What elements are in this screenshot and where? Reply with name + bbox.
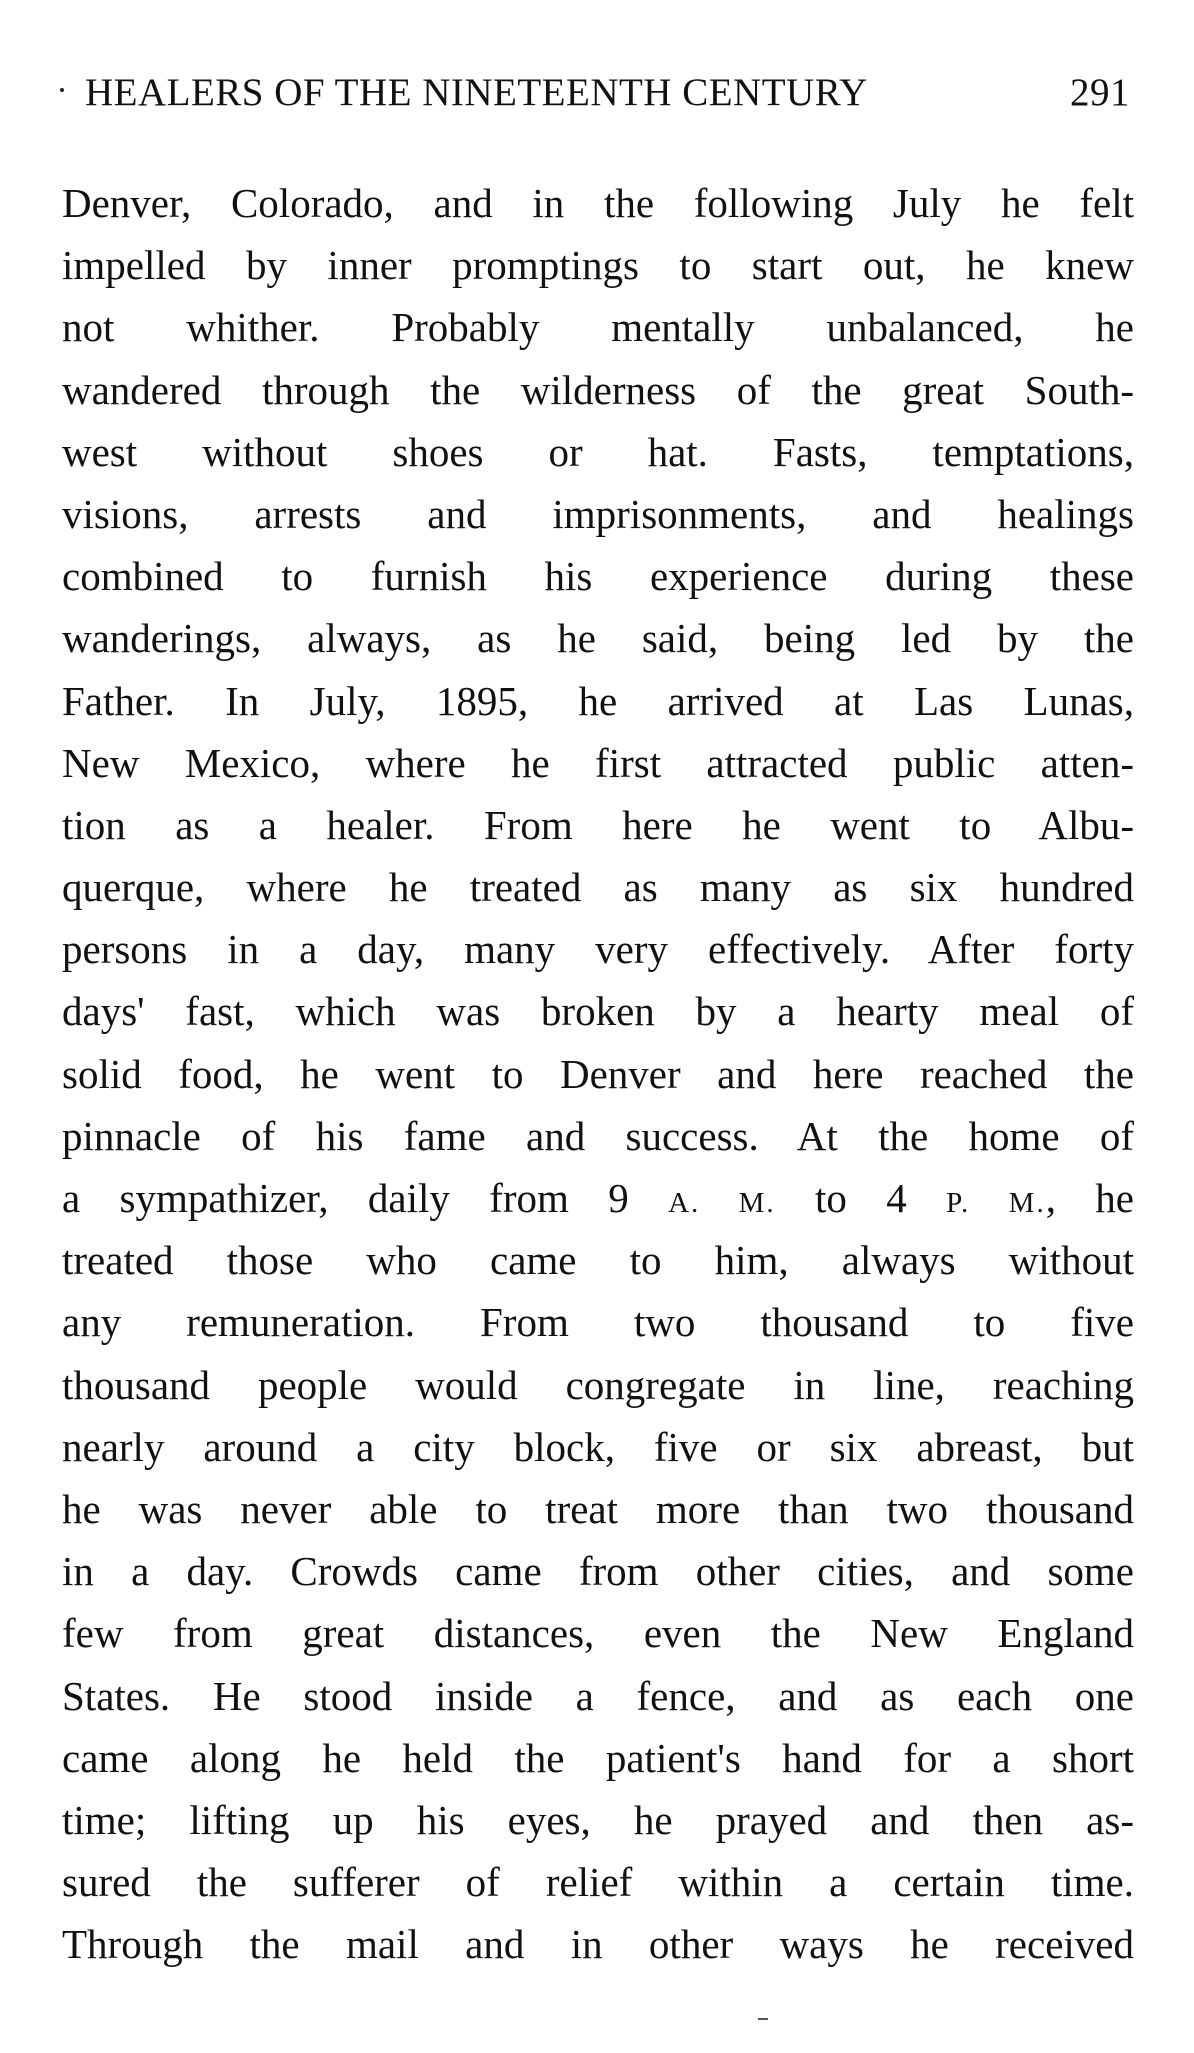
- text-line: few from great distances, even the New England: [62, 1610, 1134, 1657]
- text-line: in a day. Crowds came from other cities, and some: [62, 1548, 1134, 1595]
- text-line: not whither. Probably mentally unbalanced, he: [62, 304, 1134, 351]
- page-number: 291: [1070, 71, 1130, 114]
- small-caps-pm: P. M.: [946, 1187, 1046, 1219]
- running-title: HEALERS OF THE NINETEENTH CENTURY: [85, 71, 868, 114]
- text-line: wanderings, always, as he said, being led by the: [62, 615, 1134, 662]
- text-line: visions, arrests and imprisonments, and healings: [62, 490, 1134, 537]
- text-line: Denver, Colorado, and in the following July he felt: [62, 180, 1134, 226]
- text-line-time: [62, 1167, 1134, 1229]
- text-line: nearly around a city block, five or six abreast, but: [62, 1423, 1134, 1470]
- text-line: thousand people would congregate in line, reaching: [62, 1361, 1134, 1408]
- text-line: treated those who came to him, always without: [62, 1237, 1134, 1284]
- text-line: came along he held the patient's hand for a short: [62, 1734, 1134, 1781]
- text-line: New Mexico, where he first attracted public atten-: [62, 739, 1134, 786]
- line-segment: a sympathizer, daily from 9: [62, 1175, 669, 1221]
- text-line: Father. In July, 1895, he arrived at Las Lunas,: [62, 677, 1134, 724]
- text-line: days' fast, which was broken by a hearty meal of: [62, 988, 1134, 1035]
- line-segment: to 4: [775, 1175, 947, 1221]
- running-header: [85, 70, 1130, 130]
- text-line: west without shoes or hat. Fasts, temptations,: [62, 428, 1134, 475]
- text-line: combined to furnish his experience during these: [62, 553, 1134, 600]
- print-speck: [758, 2018, 768, 2020]
- text-line: wandered through the wilderness of the great South-: [62, 366, 1134, 413]
- text-line: persons in a day, many very effectively. After forty: [62, 926, 1134, 973]
- text-line: pinnacle of his fame and success. At the home of: [62, 1112, 1134, 1159]
- text-line: any remuneration. From two thousand to five: [62, 1299, 1134, 1346]
- text-line: querque, where he treated as many as six hundred: [62, 864, 1134, 911]
- text-line: tion as a healer. From here he went to Albu-: [62, 801, 1134, 848]
- margin-speck: [60, 88, 64, 92]
- text-line: Through the mail and in other ways he received: [62, 1921, 1134, 1968]
- text-line: sured the sufferer of relief within a certain time.: [62, 1859, 1134, 1906]
- small-caps-am: A. M.: [668, 1187, 776, 1219]
- text-line: time; lifting up his eyes, he prayed and then as-: [62, 1796, 1134, 1843]
- line-segment: , he: [1045, 1175, 1134, 1221]
- text-line: States. He stood inside a fence, and as each one: [62, 1672, 1134, 1719]
- text-line: he was never able to treat more than two thousand: [62, 1485, 1134, 1532]
- text-line: impelled by inner promptings to start out, he knew: [62, 242, 1134, 289]
- body-paragraph: [62, 172, 1134, 1975]
- text-line: solid food, he went to Denver and here reached the: [62, 1050, 1134, 1097]
